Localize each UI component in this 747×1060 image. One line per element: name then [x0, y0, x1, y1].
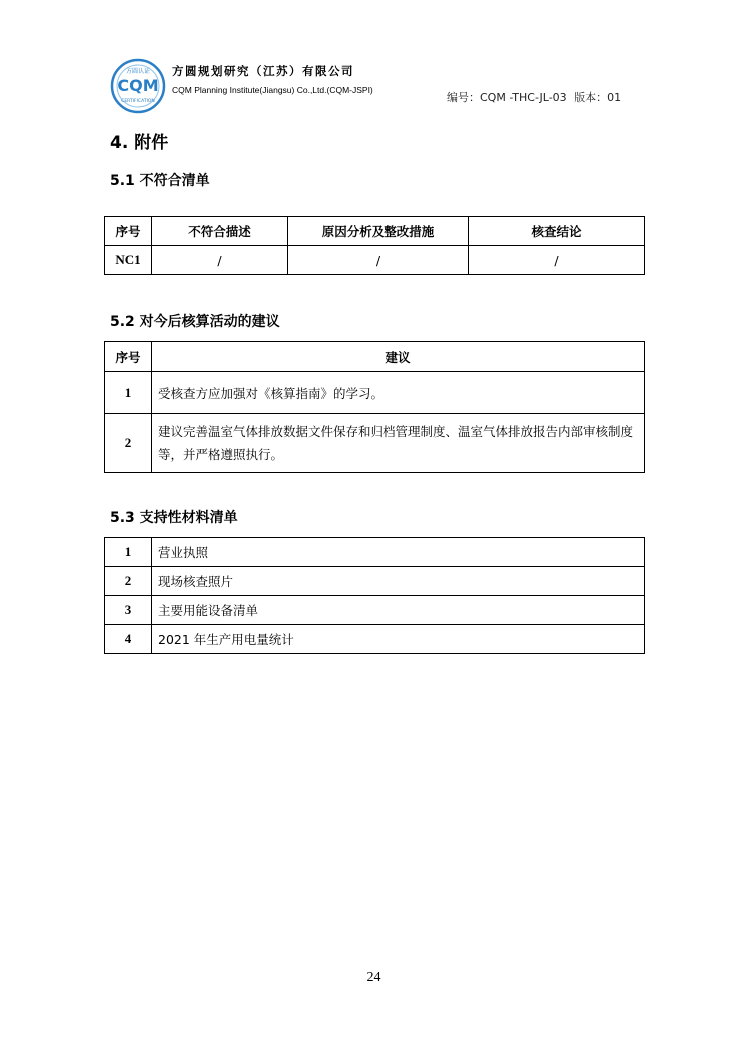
- page-number: 24: [366, 970, 381, 985]
- table-row: [105, 596, 645, 625]
- org-name-en: CQM Planning Institute(Jiangsu) Co.,Ltd.(CQM-JSPI): [172, 85, 373, 95]
- cell-index: 2: [105, 567, 152, 596]
- cell-index: 1: [105, 538, 152, 567]
- logo-top-text: 方圆认证: [125, 68, 151, 75]
- cell-index: 3: [105, 596, 152, 625]
- header-index: 序号: [105, 342, 152, 372]
- logo-bottom-text: CERTIFICATION: [121, 99, 155, 104]
- cell-material: 营业执照: [152, 538, 645, 567]
- cell-material: 现场核查照片: [152, 567, 645, 596]
- table-row: [105, 414, 645, 473]
- section-5-2-title: 5.2 对今后核算活动的建议: [110, 314, 280, 330]
- cell-material: 主要用能设备清单: [152, 596, 645, 625]
- table-header-row: [105, 217, 645, 246]
- cell-index: 4: [105, 625, 152, 654]
- company-logo: [110, 58, 166, 114]
- table-row: [105, 538, 645, 567]
- header-description: 不符合描述: [152, 217, 288, 246]
- cell-index: 1: [105, 372, 152, 414]
- table-row: [105, 372, 645, 414]
- cell-cause-analysis: /: [288, 246, 469, 275]
- cell-conclusion: /: [469, 246, 645, 275]
- org-name-cn: 方圆规划研究（江苏）有限公司: [172, 64, 354, 78]
- version-label: 版本：01: [574, 91, 622, 104]
- section-5-3-title: 5.3 支持性材料清单: [110, 510, 238, 526]
- logo-text: CQM: [117, 76, 159, 95]
- document-code: [447, 89, 625, 105]
- section-5-1-title: 5.1 不符合清单: [110, 173, 210, 189]
- cell-description: /: [152, 246, 288, 275]
- table-header-row: [105, 342, 645, 372]
- cell-suggestion: 建议完善温室气体排放数据文件保存和归档管理制度、温室气体排放报告内部审核制度等，并严格遵照执行。: [152, 414, 645, 473]
- header-cause-analysis: 原因分析及整改措施: [288, 217, 469, 246]
- header-conclusion: 核查结论: [469, 217, 645, 246]
- cell-index: NC1: [105, 246, 152, 275]
- header-suggestion: 建议: [152, 342, 645, 372]
- cell-material: 2021 年生产用电量统计: [152, 625, 645, 654]
- section-4-title: 4. 附件: [110, 133, 169, 153]
- code-label: 编号：CQM -THC-JL-03: [447, 91, 567, 104]
- table-row: [105, 246, 645, 275]
- nonconformity-table: [104, 216, 645, 275]
- cell-suggestion: 受核查方应加强对《核算指南》的学习。: [152, 372, 645, 414]
- cell-index: 2: [105, 414, 152, 473]
- suggestions-table: [104, 341, 645, 473]
- header-index: 序号: [105, 217, 152, 246]
- table-row: [105, 625, 645, 654]
- supporting-materials-table: [104, 537, 645, 654]
- table-row: [105, 567, 645, 596]
